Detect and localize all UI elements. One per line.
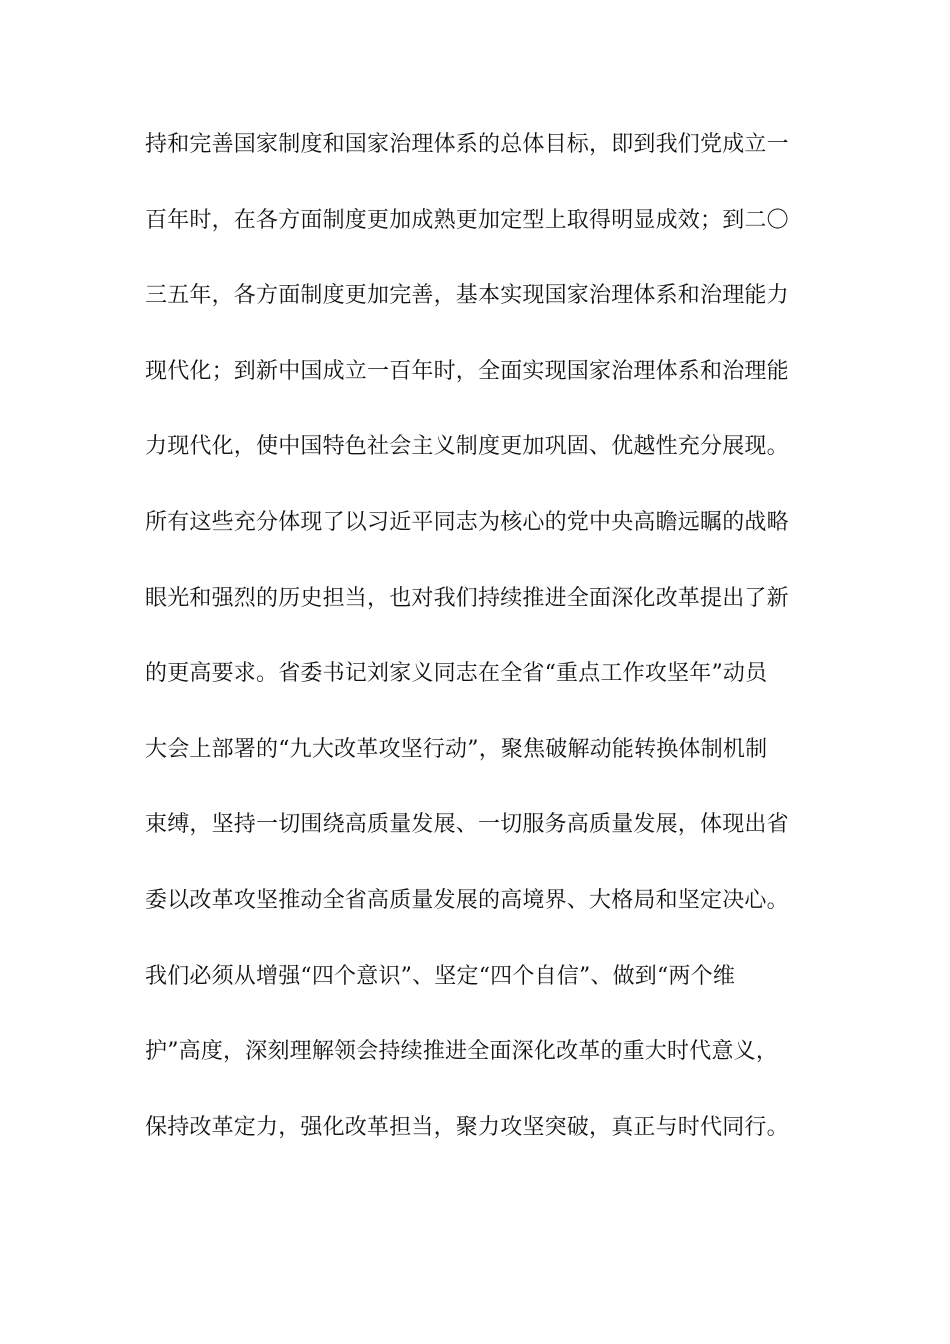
- text-line-11: 委以改革攻坚推动全省高质量发展的高境界、大格局和坚定决心。: [145, 887, 789, 913]
- text-line-10: 束缚，坚持一切围绕高质量发展、一切服务高质量发展，体现出省: [145, 812, 789, 838]
- text-line-7: 眼光和强烈的历史担当，也对我们持续推进全面深化改革提出了新: [145, 585, 789, 611]
- text-line-1: 持和完善国家制度和国家治理体系的总体目标，即到我们党成立一: [145, 132, 789, 157]
- text-line-5: 力现代化，使中国特色社会主义制度更加巩固、优越性充分展现。: [145, 434, 789, 460]
- text-line-4: 现代化；到新中国成立一百年时，全面实现国家治理体系和治理能: [145, 358, 789, 384]
- body-text: [145, 126, 805, 1184]
- text-line-13: 护”高度，深刻理解领会持续推进全面深化改革的重大时代意义，: [145, 1039, 779, 1065]
- text-line-6: 所有这些充分体现了以习近平同志为核心的党中央高瞻远瞩的战略: [145, 509, 789, 535]
- text-line-12: 我们必须从增强“四个意识”、坚定“四个自信”、做到“两个维: [145, 963, 736, 989]
- text-line-2: 百年时，在各方面制度更加成熟更加定型上取得明显成效；到二〇: [145, 207, 789, 233]
- text-line-14: 保持改革定力，强化改革担当，聚力攻坚突破，真正与时代同行。: [145, 1114, 789, 1140]
- text-line-3: 三五年，各方面制度更加完善，基本实现国家治理体系和治理能力: [145, 283, 789, 309]
- text-line-8: 的更高要求。省委书记刘家义同志在全省“重点工作攻坚年”动员: [145, 661, 768, 687]
- text-line-9: 大会上部署的“九大改革攻坚行动”，聚焦破解动能转换体制机制: [145, 736, 768, 762]
